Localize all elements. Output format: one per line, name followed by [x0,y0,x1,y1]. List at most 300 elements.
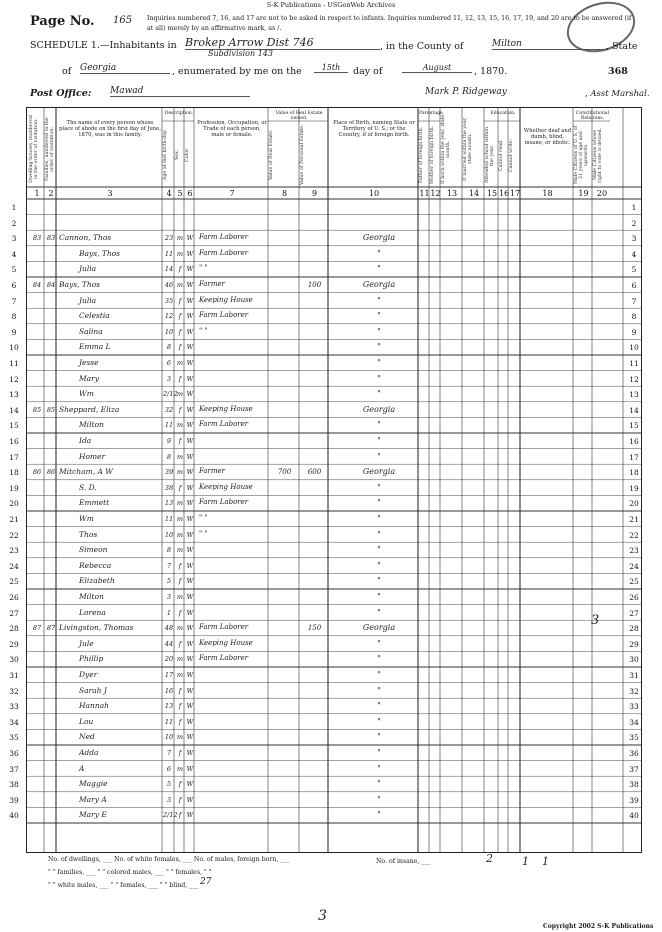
age-value: 16 [164,686,174,695]
footer-col17-total: 1 [542,855,549,868]
row-number-left: 23 [9,546,19,556]
person-name: Phillip [79,654,104,664]
row-number-right: 5 [631,265,637,275]
row-number-left: 25 [9,577,19,587]
sex-value: m [176,593,184,601]
row-number-left: 36 [9,749,19,758]
person-name: A [79,763,85,773]
sex-value: m [176,624,184,633]
row-number-right: 24 [629,561,639,571]
row-number-right: 1 [631,203,637,212]
sex-value: f [178,405,182,414]
person-name: Maggie [79,779,108,789]
color-value: W [186,764,194,773]
person-name: Emmett [79,498,110,508]
row-number-right: 7 [631,296,637,306]
occupation-value: " " [199,326,208,335]
sex-value: m [176,733,184,742]
birthplace-value: Georgia [362,623,396,633]
color-value: W [186,671,194,679]
person-name: Bays, Thos [79,248,121,258]
person-name: Milton [79,420,104,430]
row-number-right: 37 [629,764,639,774]
color-value: W [186,327,194,336]
color-value: W [186,624,194,633]
column-number: 4 [166,189,172,198]
row-number-right: 22 [629,530,639,540]
birthplace-value: " [377,779,381,789]
age-value: 11 [164,515,174,523]
age-value: 10 [164,733,174,742]
row-number-left: 31 [9,671,19,680]
sex-value: m [176,515,184,523]
sex-value: f [178,608,182,617]
color-value: W [186,530,194,539]
row-number-left: 6 [11,281,17,290]
birthplace-value: " [377,358,381,367]
column-number: 12 [430,189,441,198]
column-number: 9 [311,189,318,198]
row-number-right: 32 [629,686,639,696]
sex-value: m [176,421,184,430]
row-number-left: 14 [9,405,19,415]
column-header: Place of Birth, naming State or Territory of U. S.; or the Country, if of foreign birth. [333,120,415,139]
row-number-right: 28 [629,624,639,634]
birthplace-value: " [377,498,381,508]
person-name: Salina [79,326,103,336]
sex-value: m [176,452,184,461]
color-value: W [186,343,194,352]
row-number-left: 35 [9,733,19,743]
age-value: 10 [164,327,174,336]
color-value: W [186,733,194,742]
color-value: W [186,374,194,383]
census-table [9,107,642,853]
color-value: W [186,359,194,367]
birthplace-value: " [377,701,381,711]
post-office-label: Post Office: [30,88,92,99]
footer-col16-total: 1 [522,855,529,868]
occupation-value: Keeping House [199,295,253,304]
birthplace-value: " [377,326,381,336]
color-value: W [186,405,194,414]
birthplace-value: " [377,342,381,352]
sex-value: m [176,499,184,508]
occupation-value: Farm Laborer [199,498,249,507]
age-value: 2/12 [163,811,178,820]
row-number-right: 18 [629,468,639,478]
row-number-right: 21 [629,515,639,524]
birthplace-value: " [377,592,381,601]
birthplace-value: " [377,748,381,757]
occupation-value: Farm Laborer [199,233,249,242]
birthplace-value: " [377,451,381,461]
page-no-label: Page No. [30,14,95,29]
row-number-left: 10 [9,343,19,353]
age-value: 13 [164,499,174,508]
person-name: Elizabeth [79,576,115,586]
row-number-left: 1 [11,203,17,212]
row-number-right: 23 [629,546,639,556]
row-number-right: 3 [631,234,637,244]
post-office-value: Mawad [110,86,250,97]
color-value: W [186,265,194,274]
person-name: Julia [79,295,97,305]
occupation-value: " " [199,529,208,538]
column-number: 10 [368,189,380,198]
birthplace-value: " [377,716,381,726]
person-name: Mary [79,373,99,383]
person-name: Bays, Thos [59,280,101,289]
person-name: Dyer [79,670,98,679]
row-number-right: 10 [629,343,639,353]
copyright-notice: Copyright 2002 S-K Publications [543,923,654,930]
age-value: 12 [164,312,174,321]
column-number: 1 [34,189,40,198]
row-number-left: 2 [11,218,17,228]
birthplace-value: Georgia [362,233,396,243]
column-number: 6 [187,189,193,198]
family-number: 87 [46,624,56,633]
age-value: 13 [164,702,174,711]
color-value: W [186,546,194,555]
footer-line-2: " " families, ___ " " colored males, ___ " " females, " " [48,869,212,876]
row-number-right: 40 [629,811,639,821]
column-header: Families, numbered in the order of visitation. [45,117,55,181]
age-value: 2/12 [163,390,178,399]
row-number-right: 38 [629,780,639,790]
column-number: 20 [596,189,608,198]
row-number-right: 36 [629,749,639,758]
footer-line-1: No. of dwellings, ___ No. of white females, ___ No. of males, foreign born, ___ [48,856,290,863]
footer-line-3: " " white males, ___ " " females, ___ " " blind, ___ [48,882,199,889]
dwelling-number: 86 [32,468,42,477]
family-number: 85 [46,405,56,414]
birthplace-value: " [377,685,381,695]
color-value: W [186,483,194,492]
row-number-right: 6 [631,281,637,290]
row-number-left: 7 [11,296,17,306]
person-name: Livingston, Thomas [59,623,134,633]
footer-females-value: 27 [200,877,212,887]
color-value: W [186,702,194,711]
age-value: 39 [164,468,174,477]
birthplace-value: " [377,638,381,648]
birthplace-value: " [377,810,381,820]
occupation-value: " " [199,264,208,273]
row-number-right: 33 [629,702,639,712]
subdivision-value: Subdivision 143 [208,49,273,58]
column-number: 2 [48,189,54,198]
age-value: 3 [166,593,172,601]
color-value: W [186,749,194,757]
color-value: W [186,717,194,726]
column-header: Male Citizens whose right to vote is denied. [593,127,603,183]
state-label: , State [606,41,638,52]
occupation-value: Farmer [199,280,226,288]
age-value: 11 [164,421,174,430]
person-name: Lou [79,716,94,726]
personal-estate-value: 600 [307,468,322,477]
row-number-right: 17 [629,452,639,462]
group-heading: Constitutional Relations. [576,111,609,121]
row-number-right: 39 [629,795,639,805]
day-of-label: day of [353,66,383,77]
row-number-left: 20 [9,499,19,509]
row-number-left: 15 [9,421,19,431]
row-number-left: 17 [9,452,19,462]
row-number-right: 34 [629,717,639,727]
schedule-label: SCHEDULE 1.—Inhabitants in [30,40,177,51]
column-header: Cannot read. [499,139,504,171]
row-number-left: 29 [9,639,19,649]
column-header: The name of every person whose place of abode on the first day of June, 1870, was in this family. [59,120,161,139]
sex-value: f [178,483,182,492]
column-header: If married within the year, state month. [463,116,473,182]
column-number: 13 [446,189,458,198]
column-header: Profession, Occupation, or Trade of each person, male or female. [197,120,267,139]
color-value: W [186,296,194,305]
group-heading: Parentage. [419,111,445,116]
place-value: Brokep Arrow Dist 746 [185,36,380,50]
bottom-page-mark: 3 [318,908,327,924]
age-value: 38 [164,483,174,492]
personal-estate-value: 150 [307,624,322,633]
age-value: 5 [166,780,172,789]
birthplace-value: " [377,794,381,804]
birthplace-value: Georgia [362,404,396,414]
birthplace-value: " [377,732,381,742]
row-number-left: 30 [9,655,19,665]
sex-value: f [178,343,182,352]
person-name: Mary E [79,810,107,820]
birthplace-value: " [377,264,381,274]
color-value: W [186,655,194,664]
sex-value: m [176,249,184,258]
color-value: W [186,577,194,586]
birthplace-value: " [377,545,381,555]
column-header: Age at last birth-day. [163,129,168,181]
age-value: 44 [164,639,174,648]
year-label: , 1870. [474,66,508,77]
column-number: 17 [509,189,521,198]
enumerated-label: , enumerated by me on the [172,66,302,77]
row-number-right: 15 [629,421,639,431]
person-name: Milton [79,592,104,601]
birthplace-value: " [377,529,381,539]
birthplace-value: Georgia [362,467,396,477]
row-number-left: 24 [9,561,19,571]
real-estate-value: 700 [277,468,292,477]
color-value: W [186,515,194,523]
person-name: Simeon [79,545,108,555]
birthplace-value: " [377,373,381,383]
person-name: Lorena [79,607,106,617]
dwelling-number: 84 [32,281,42,289]
county-label: , in the County of [380,41,464,52]
row-number-right: 13 [629,390,639,400]
column-number: 19 [578,189,589,198]
row-number-left: 28 [9,624,19,634]
birthplace-value: " [377,311,381,321]
person-name: Emma L [79,342,111,352]
person-name: Homer [79,451,106,461]
column-number: 7 [229,189,235,198]
color-value: W [186,593,194,601]
age-value: 17 [164,671,174,679]
archive-banner: S-K Publications - USGenWeb Archives [266,1,396,9]
birthplace-value: " [377,654,381,664]
age-value: 23 [164,234,174,243]
birthplace-value: " [377,670,381,679]
row-number-left: 4 [11,249,17,259]
sheet-number: 368 [608,66,628,77]
person-name: Hannah [79,701,109,711]
person-name: Rebecca [79,560,112,570]
row-number-left: 26 [9,593,19,602]
sex-value: m [176,468,184,477]
person-name: Thos [79,529,98,539]
column-number: 15 [486,189,498,198]
birthplace-value: " [377,420,381,430]
person-name: Mitcham, A W [59,467,113,477]
color-value: W [186,281,194,289]
row-number-right: 25 [629,577,639,587]
column-number: 11 [419,189,430,198]
month-value: August [402,63,472,73]
age-value: 35 [164,296,174,305]
circled-three-mark: 3 [591,613,600,628]
sex-value: m [176,671,184,679]
age-value: 8 [166,343,172,352]
color-value: W [186,234,194,243]
row-number-right: 2 [631,218,637,228]
age-value: 11 [164,717,174,726]
group-heading: Value of Real Estate owned. [275,111,323,121]
person-name: Cannon, Thos [59,233,112,243]
birthplace-value: " [377,248,381,258]
column-header: Sex. [175,149,180,161]
sex-value: f [178,327,182,336]
row-number-left: 18 [9,468,19,478]
row-number-left: 38 [9,780,19,790]
person-name: Mary A [79,794,107,804]
person-name: Sarah J [79,685,107,695]
column-number: 5 [177,189,183,198]
person-name: Sheppard, Eliza [59,404,120,414]
row-number-left: 16 [9,437,19,446]
row-number-right: 30 [629,655,639,665]
column-number: 18 [542,189,553,198]
row-number-left: 13 [9,390,19,400]
sex-value: f [178,795,182,804]
person-name: Jule [79,638,94,648]
color-value: W [186,468,194,477]
row-number-left: 27 [9,608,19,618]
state-value: Georgia [80,63,170,74]
sex-value: f [178,561,182,570]
row-number-left: 19 [9,483,19,493]
occupation-value: Keeping House [199,638,253,647]
color-value: W [186,639,194,648]
sex-value: f [178,577,182,586]
row-number-left: 34 [9,717,19,727]
color-value: W [186,608,194,617]
color-value: W [186,312,194,321]
marshal-label: , Asst Marshal. [585,89,650,99]
group-heading: Education. [490,111,516,116]
dwelling-number: 85 [32,405,42,414]
age-value: 9 [166,437,172,445]
color-value: W [186,437,194,445]
age-value: 48 [164,624,174,633]
color-value: W [186,249,194,258]
occupation-value: Farm Laborer [199,311,249,320]
column-header: If born within the year, state month. [441,114,451,184]
occupation-value: Farm Laborer [199,623,249,632]
grid-lines [26,107,642,853]
row-number-left: 8 [11,312,17,322]
color-value: W [186,561,194,570]
color-value: W [186,390,194,399]
column-number: 16 [499,189,510,198]
day-value: 15th [314,63,348,73]
row-number-left: 22 [9,530,19,540]
sex-value: f [178,312,182,321]
of-label: of [62,66,72,77]
age-value: 8 [166,452,172,461]
column-header: Whether deaf and dumb, blind, insane, or idiotic. [523,128,572,147]
occupation-value: " " [199,514,208,522]
marshal-value: Mark P. Ridgeway [425,87,507,97]
group-heading: Description. [164,111,194,116]
row-number-right: 16 [629,437,639,446]
sex-value: f [178,296,182,305]
birthplace-value: " [377,389,381,399]
column-header: Value of Real Estate. [269,129,274,181]
occupation-value: Keeping House [199,482,253,491]
person-name: Adda [79,748,99,757]
row-number-left: 39 [9,795,19,805]
birthplace-value: Georgia [362,280,396,289]
color-value: W [186,452,194,461]
age-value: 7 [166,749,172,757]
age-value: 3 [166,374,172,383]
age-value: 46 [164,281,174,289]
age-value: 10 [164,530,174,539]
row-number-right: 27 [629,608,639,618]
county-value: Milton [492,39,604,50]
sex-value: m [176,359,184,367]
sex-value: f [178,780,182,789]
sex-value: m [176,281,184,289]
color-value: W [186,811,194,820]
row-number-right: 26 [629,593,639,602]
row-number-right: 20 [629,499,639,509]
sex-value: f [178,686,182,695]
birthplace-value: " [377,514,381,523]
person-name: Ida [79,436,92,445]
column-header: Father of foreign birth. [419,126,424,184]
row-number-right: 19 [629,483,639,493]
sex-value: f [178,749,182,757]
person-name: Jesse [79,358,99,367]
occupation-value: Keeping House [199,404,253,413]
dwelling-number: 87 [32,624,42,633]
age-value: 14 [164,265,174,274]
person-name: Wm [79,389,94,399]
age-value: 32 [164,405,174,414]
